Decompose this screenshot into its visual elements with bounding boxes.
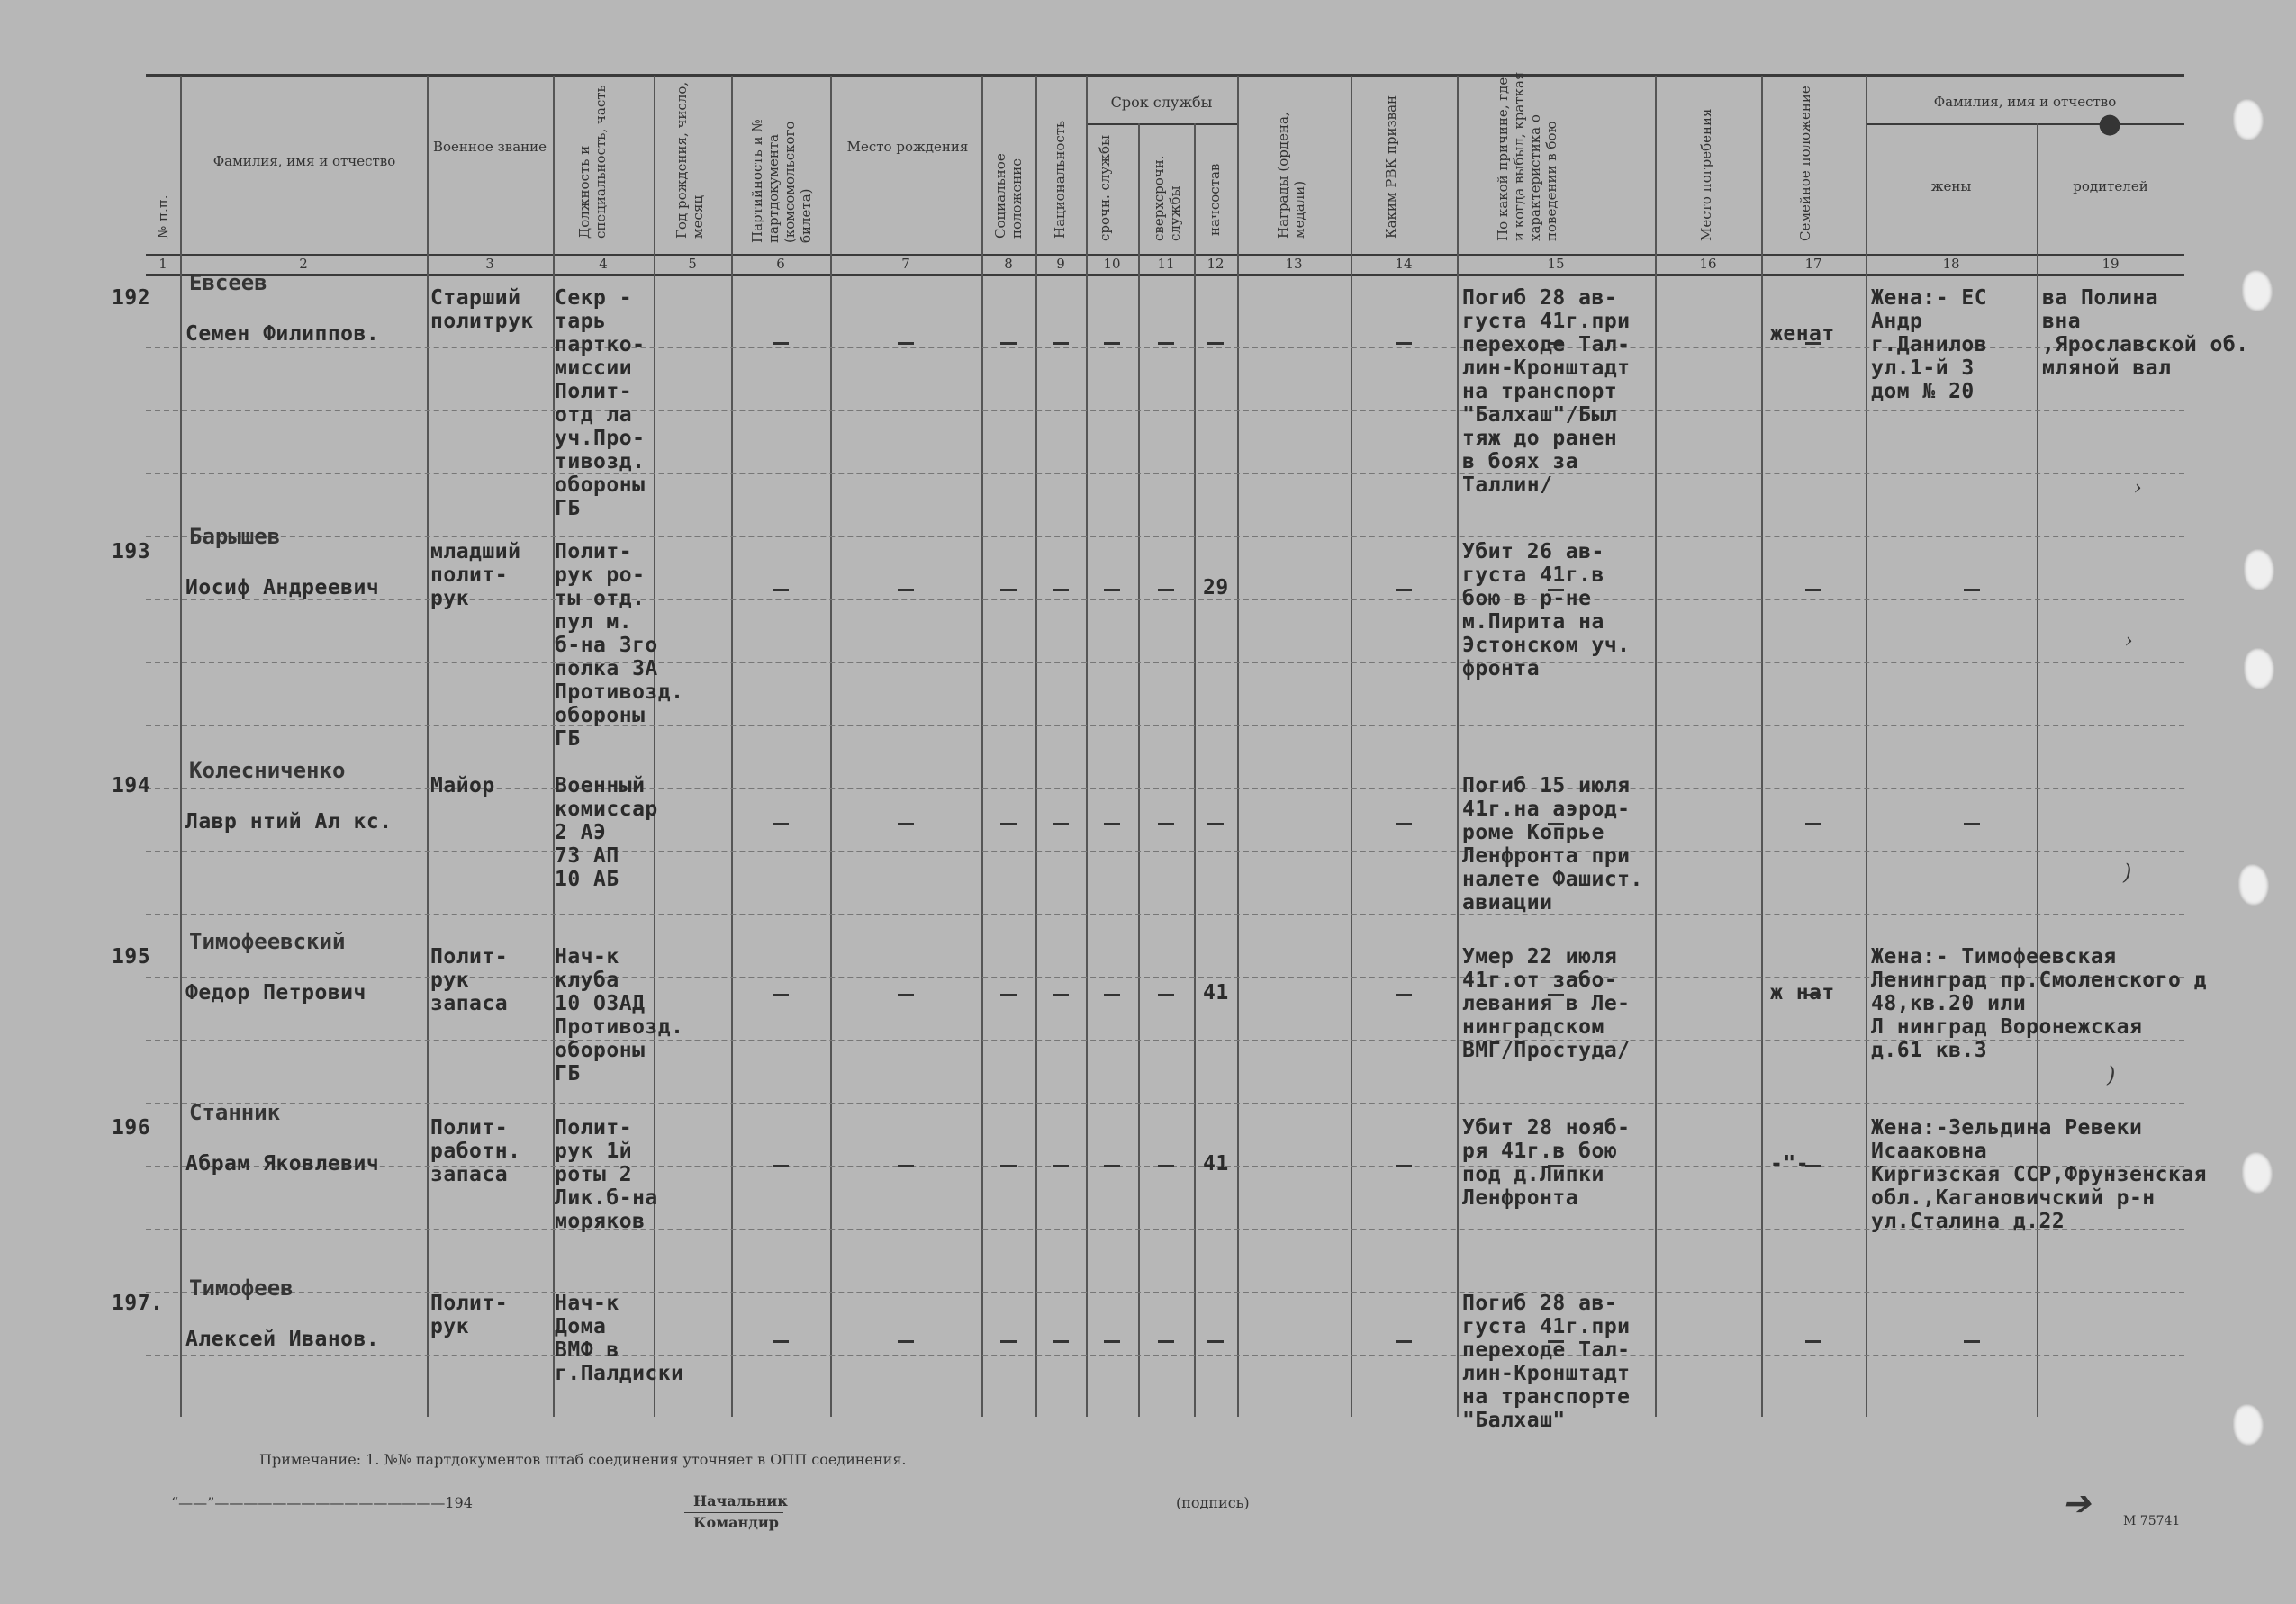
empty-cell-dash xyxy=(898,994,914,996)
wife-line: д.61 кв.3 xyxy=(1871,1039,1988,1062)
position-line: рук 1й xyxy=(555,1140,633,1163)
family-status: ж нат xyxy=(1770,981,1835,1005)
full-name: Алексей Иванов. xyxy=(185,1328,380,1351)
position-line: ГБ xyxy=(555,1062,581,1086)
reason-line: Погиб 15 июля xyxy=(1462,774,1631,797)
empty-cell-dash xyxy=(1207,823,1224,825)
header-officers: начсостав xyxy=(1207,163,1223,236)
row-number: 193 xyxy=(112,540,151,563)
column-line xyxy=(1086,76,1088,1417)
column-line xyxy=(1035,76,1037,1417)
reason-line: "Балхаш" xyxy=(1462,1409,1566,1432)
header-service-term: Срок службы xyxy=(1110,94,1213,111)
position-line: рук ро- xyxy=(555,563,646,587)
row-line xyxy=(146,410,2184,411)
wife-line: Андр xyxy=(1871,310,1923,333)
parents-line: мляной вал xyxy=(2042,356,2172,380)
rank-line: Майор xyxy=(430,774,495,797)
empty-cell-dash xyxy=(1000,994,1017,996)
position-line: 73 АП xyxy=(555,844,619,868)
footnote: Примечание: 1. №№ партдокументов штаб соединения уточняет в ОПП соединения. xyxy=(259,1451,907,1468)
position-line: обороны xyxy=(555,1039,646,1062)
empty-cell-dash xyxy=(1053,589,1069,591)
punch-hole xyxy=(2244,648,2274,689)
wife-line: Жена:- Тимофеевская xyxy=(1871,945,2117,969)
column-number: 14 xyxy=(1395,256,1413,272)
punch-hole xyxy=(2242,270,2273,311)
wife-line: Жена:-Зельдина Ревеки xyxy=(1871,1116,2143,1140)
reason-line: налете Фашист. xyxy=(1462,868,1643,891)
header-no: № п.п. xyxy=(155,194,171,239)
position-line: обороны xyxy=(555,473,646,497)
empty-cell-dash xyxy=(773,1340,789,1343)
empty-cell-dash xyxy=(1396,589,1412,591)
column-number: 1 xyxy=(158,256,167,272)
reason-line: на транспорте xyxy=(1462,1385,1631,1409)
empty-cell-dash xyxy=(1000,1165,1017,1167)
chief-label: Начальник xyxy=(693,1492,788,1509)
empty-cell-dash xyxy=(1053,342,1069,345)
empty-cell-dash xyxy=(1805,589,1821,591)
header-reason: По какой причине, где и когда выбыл, краткая характеристика о поведении в бою xyxy=(1495,71,1559,241)
position-line: отд ла xyxy=(555,403,633,427)
empty-cell-dash xyxy=(1053,823,1069,825)
ink-mark: ) xyxy=(2123,860,2132,885)
empty-cell-dash xyxy=(1053,994,1069,996)
rank-line: Полит- xyxy=(430,1116,509,1140)
reason-line: м.Пирита на xyxy=(1462,610,1604,634)
surname: Станник xyxy=(189,1100,281,1125)
wife-line: г.Данилов xyxy=(1871,333,1988,356)
position-line: ты отд. xyxy=(555,587,646,610)
surname: Тимофеев xyxy=(189,1275,294,1301)
header-social: Социальное положение xyxy=(992,153,1025,239)
reason-line: Погиб 28 ав- xyxy=(1462,286,1618,310)
empty-cell-dash xyxy=(1158,589,1174,591)
empty-cell-dash xyxy=(1053,1165,1069,1167)
empty-cell-dash xyxy=(773,1165,789,1167)
reason-line: бою в р-не xyxy=(1462,587,1592,610)
rank-line: политрук xyxy=(430,310,534,333)
signature-mark: ➔ xyxy=(2062,1483,2091,1523)
empty-cell-dash xyxy=(1000,823,1017,825)
position-line: миссии xyxy=(555,356,633,380)
reason-line: роме Копрье xyxy=(1462,821,1604,844)
rank-line: запаса xyxy=(430,1163,509,1186)
row-line xyxy=(146,662,2184,663)
cadre-year: 41 xyxy=(1203,1152,1229,1176)
position-line: Противозд. xyxy=(555,1015,684,1039)
punch-hole xyxy=(2242,1152,2273,1194)
wife-line: Исааковна xyxy=(1871,1140,1988,1163)
empty-cell-dash xyxy=(1104,1165,1120,1167)
empty-cell-dash xyxy=(1158,823,1174,825)
full-name: Федор Петрович xyxy=(185,981,366,1005)
position-line: Полит- xyxy=(555,1116,633,1140)
empty-cell-dash xyxy=(773,994,789,996)
reason-line: ря 41г.в бою xyxy=(1462,1140,1618,1163)
wife-line: 48,кв.20 или xyxy=(1871,992,2027,1015)
header-burial: Место погребения xyxy=(1698,108,1714,241)
column-line xyxy=(1351,76,1352,1417)
family-status: женат xyxy=(1770,322,1835,346)
empty-cell-dash xyxy=(898,589,914,591)
full-name: Лавр нтий Ал кс. xyxy=(185,810,393,834)
punch-hole xyxy=(2238,864,2269,906)
empty-cell-dash xyxy=(1396,823,1412,825)
wife-line: ул.Сталина д.22 xyxy=(1871,1210,2065,1233)
column-line xyxy=(1761,76,1763,1417)
reason-line: Погиб 28 ав- xyxy=(1462,1292,1618,1315)
empty-cell-dash xyxy=(1000,589,1017,591)
punch-hole xyxy=(2233,1404,2264,1446)
column-line xyxy=(830,76,832,1417)
wife-line: ул.1-й 3 xyxy=(1871,356,1975,380)
parents-line: ,Ярославской об. xyxy=(2042,333,2249,356)
number-row-rule xyxy=(146,274,2184,276)
row-line xyxy=(146,536,2184,537)
surname: Барышев xyxy=(189,524,281,549)
position-line: полка ЗА xyxy=(555,657,658,680)
column-number: 16 xyxy=(1699,256,1717,272)
signature-label: (подпись) xyxy=(1176,1494,1250,1511)
column-number: 6 xyxy=(776,256,785,272)
empty-cell-dash xyxy=(1158,1340,1174,1343)
empty-cell-dash xyxy=(898,1340,914,1343)
position-line: Полит- xyxy=(555,540,633,563)
reason-line: Таллин/ xyxy=(1462,473,1553,497)
form-number: М 75741 xyxy=(2123,1514,2181,1528)
reason-line: на транспорт xyxy=(1462,380,1618,403)
row-line xyxy=(146,473,2184,474)
column-number: 13 xyxy=(1285,256,1303,272)
parents-line: ва Полина xyxy=(2042,286,2159,310)
empty-cell-dash xyxy=(1964,589,1980,591)
row-line xyxy=(146,914,2184,915)
reason-line: 41г.от забо- xyxy=(1462,969,1618,992)
wife-line: Киргизская ССР,Фрунзенская xyxy=(1871,1163,2208,1186)
full-name: Семен Филиппов. xyxy=(185,322,380,346)
reason-line: переходе Тал- xyxy=(1462,1338,1631,1362)
empty-cell-dash xyxy=(1158,1165,1174,1167)
reason-line: Умер 22 июля xyxy=(1462,945,1618,969)
column-line xyxy=(1194,123,1196,1417)
cadre-year: 29 xyxy=(1203,576,1229,599)
reason-line: Ленфронта xyxy=(1462,1186,1579,1210)
header-fullname: Фамилия, имя и отчество xyxy=(212,153,396,169)
reason-line: густа 41г.при xyxy=(1462,310,1631,333)
date-line: “——”————————————————194 xyxy=(171,1494,473,1511)
empty-cell-dash xyxy=(1104,994,1120,996)
position-line: пул м. xyxy=(555,610,633,634)
column-line xyxy=(1237,76,1239,1417)
position-line: Нач-к xyxy=(555,1292,619,1315)
column-number: 11 xyxy=(1157,256,1175,272)
rank-line: младший xyxy=(430,540,521,563)
position-line: роты 2 xyxy=(555,1163,633,1186)
reason-line: Ленфронта при xyxy=(1462,844,1631,868)
ink-mark: ● xyxy=(2098,108,2122,140)
empty-cell-dash xyxy=(1396,1165,1412,1167)
position-line: ГБ xyxy=(555,727,581,751)
reason-line: 41г.на аэрод- xyxy=(1462,797,1631,821)
rank-line: Полит- xyxy=(430,945,509,969)
reason-line: ВМГ/Простуда/ xyxy=(1462,1039,1631,1062)
reason-line: густа 41г.в xyxy=(1462,563,1604,587)
rank-line: работн. xyxy=(430,1140,521,1163)
position-line: Секр - xyxy=(555,286,633,310)
column-number: 2 xyxy=(299,256,308,272)
reason-line: Убит 28 нояб- xyxy=(1462,1116,1631,1140)
empty-cell-dash xyxy=(1396,1340,1412,1343)
header-party: Партийность и № партдокумента (комсомольского билета) xyxy=(749,119,814,243)
header-regular: срочн. службы xyxy=(1097,134,1113,241)
position-line: тивозд. xyxy=(555,450,646,473)
surname: Тимофеевский xyxy=(189,929,346,954)
column-line xyxy=(180,76,182,1417)
header-extended: сверхсрочн. службы xyxy=(1151,155,1183,241)
full-name: Иосиф Андреевич xyxy=(185,576,380,599)
empty-cell-dash xyxy=(1104,342,1120,345)
position-line: Противозд. xyxy=(555,680,684,704)
ink-mark: › xyxy=(2125,630,2133,653)
reason-line: фронта xyxy=(1462,657,1541,680)
cadre-year: 41 xyxy=(1203,981,1229,1005)
position-line: Лик.б-на xyxy=(555,1186,658,1210)
column-number: 17 xyxy=(1804,256,1822,272)
header-rvk: Каким РВК призван xyxy=(1383,95,1399,239)
reason-line: в боях за xyxy=(1462,450,1579,473)
wife-line: Ленинград пр.Смоленского д xyxy=(1871,969,2208,992)
empty-cell-dash xyxy=(1396,994,1412,996)
rank-line: рук xyxy=(430,969,470,992)
column-number: 15 xyxy=(1547,256,1565,272)
column-line xyxy=(731,76,733,1417)
row-line xyxy=(146,725,2184,726)
position-line: б-на 3го xyxy=(555,634,658,657)
empty-cell-dash xyxy=(773,823,789,825)
column-number: 10 xyxy=(1103,256,1121,272)
full-name: Абрам Яковлевич xyxy=(185,1152,380,1176)
wife-line: Жена:- ЕС xyxy=(1871,286,1988,310)
row-line xyxy=(146,1103,2184,1104)
surname: Колесниченко xyxy=(189,758,346,783)
empty-cell-dash xyxy=(1104,823,1120,825)
top-rule xyxy=(146,74,2184,77)
position-line: Нач-к xyxy=(555,945,619,969)
column-line xyxy=(427,76,429,1417)
empty-cell-dash xyxy=(773,589,789,591)
empty-cell-dash xyxy=(1158,994,1174,996)
empty-cell-dash xyxy=(898,342,914,345)
column-number: 18 xyxy=(1942,256,1960,272)
reason-line: тяж до ранен xyxy=(1462,427,1618,450)
wife-line: дом № 20 xyxy=(1871,380,1975,403)
empty-cell-dash xyxy=(1964,823,1980,825)
reason-line: Убит 26 ав- xyxy=(1462,540,1604,563)
header-birthplace: Место рождения xyxy=(846,139,969,155)
reason-line: Эстонском уч. xyxy=(1462,634,1631,657)
column-line xyxy=(981,76,983,1417)
chief-rule xyxy=(684,1512,783,1513)
row-line xyxy=(146,1355,2184,1356)
empty-cell-dash xyxy=(1000,342,1017,345)
empty-cell-dash xyxy=(1805,1340,1821,1343)
empty-cell-dash xyxy=(1000,1340,1017,1343)
position-line: Полит- xyxy=(555,380,633,403)
reason-line: авиации xyxy=(1462,891,1553,915)
column-number: 19 xyxy=(2102,256,2120,272)
row-line xyxy=(146,851,2184,852)
empty-cell-dash xyxy=(1964,1340,1980,1343)
rank-line: Старший xyxy=(430,286,521,310)
family-subrule xyxy=(1866,123,2184,125)
position-line: клуба xyxy=(555,969,619,992)
column-number: 4 xyxy=(599,256,608,272)
reason-line: левания в Ле- xyxy=(1462,992,1631,1015)
commander-label: Командир xyxy=(693,1514,779,1531)
wife-line: обл.,Кагановичский р-н xyxy=(1871,1186,2156,1210)
family-status: -"- xyxy=(1770,1152,1810,1176)
header-position: Должность и специальность, часть xyxy=(576,85,609,239)
empty-cell-dash xyxy=(1396,342,1412,345)
column-number: 8 xyxy=(1004,256,1013,272)
punch-hole xyxy=(2233,99,2264,140)
position-line: ВМФ в xyxy=(555,1338,619,1362)
rank-line: запаса xyxy=(430,992,509,1015)
position-line: моряков xyxy=(555,1210,646,1233)
position-line: 2 АЭ xyxy=(555,821,607,844)
position-line: уч.Про- xyxy=(555,427,646,450)
rank-line: Полит- xyxy=(430,1292,509,1315)
position-line: 10 ОЗАД xyxy=(555,992,646,1015)
punch-hole xyxy=(2244,549,2274,590)
row-number: 194 xyxy=(112,774,151,797)
position-line: партко- xyxy=(555,333,646,356)
position-line: комиссар xyxy=(555,797,658,821)
reason-line: нинградском xyxy=(1462,1015,1604,1039)
empty-cell-dash xyxy=(1805,823,1821,825)
empty-cell-dash xyxy=(1207,1340,1224,1343)
empty-cell-dash xyxy=(898,1165,914,1167)
column-number: 5 xyxy=(688,256,697,272)
empty-cell-dash xyxy=(1158,342,1174,345)
empty-cell-dash xyxy=(898,823,914,825)
surname: Евсеев xyxy=(189,270,267,295)
column-number: 12 xyxy=(1207,256,1225,272)
position-line: 10 АБ xyxy=(555,868,619,891)
header-rank: Военное звание xyxy=(432,139,547,155)
header-parents: родителей xyxy=(2073,178,2148,194)
column-number: 7 xyxy=(901,256,910,272)
position-line: ГБ xyxy=(555,497,581,520)
header-relatives: Фамилия, имя и отчество xyxy=(1933,94,2117,110)
reason-line: переходе Тал- xyxy=(1462,333,1631,356)
column-line xyxy=(1866,76,1867,1417)
header-family: Семейное положение xyxy=(1797,86,1813,241)
reason-line: "Балхаш"/Был xyxy=(1462,403,1618,427)
column-number: 3 xyxy=(485,256,494,272)
row-number: 196 xyxy=(112,1116,151,1140)
header-awards: Награды (ордена, медали) xyxy=(1275,112,1307,239)
reason-line: лин-Кронштадт xyxy=(1462,356,1631,380)
ink-mark: › xyxy=(2134,477,2142,500)
ink-mark: ) xyxy=(2107,1062,2116,1087)
column-line xyxy=(1655,76,1657,1417)
empty-cell-dash xyxy=(773,342,789,345)
header-nationality: Национальность xyxy=(1052,120,1068,239)
rank-line: полит- xyxy=(430,563,509,587)
wife-line: Л нинград Воронежская xyxy=(1871,1015,2143,1039)
reason-line: лин-Кронштадт xyxy=(1462,1362,1631,1385)
parents-line: вна xyxy=(2042,310,2082,333)
rank-line: рук xyxy=(430,1315,470,1338)
position-line: Дома xyxy=(555,1315,607,1338)
column-line xyxy=(1457,76,1459,1417)
empty-cell-dash xyxy=(1053,1340,1069,1343)
row-number: 195 xyxy=(112,945,151,969)
service-subrule xyxy=(1086,123,1237,125)
empty-cell-dash xyxy=(1207,342,1224,345)
position-line: г.Палдиски xyxy=(555,1362,684,1385)
rank-line: рук xyxy=(430,587,470,610)
position-line: обороны xyxy=(555,704,646,727)
column-number: 9 xyxy=(1056,256,1065,272)
reason-line: густа 41г.при xyxy=(1462,1315,1631,1338)
header-birth: Год рождения, число, месяц xyxy=(673,81,706,239)
empty-cell-dash xyxy=(1104,1340,1120,1343)
empty-cell-dash xyxy=(1104,589,1120,591)
column-line xyxy=(1138,123,1140,1417)
row-number: 192 xyxy=(112,286,151,310)
header-wife: жены xyxy=(1930,178,1972,194)
position-line: Военный xyxy=(555,774,646,797)
column-line xyxy=(654,76,655,1417)
row-number: 197. xyxy=(112,1292,164,1315)
position-line: тарь xyxy=(555,310,607,333)
reason-line: под д.Липки xyxy=(1462,1163,1604,1186)
